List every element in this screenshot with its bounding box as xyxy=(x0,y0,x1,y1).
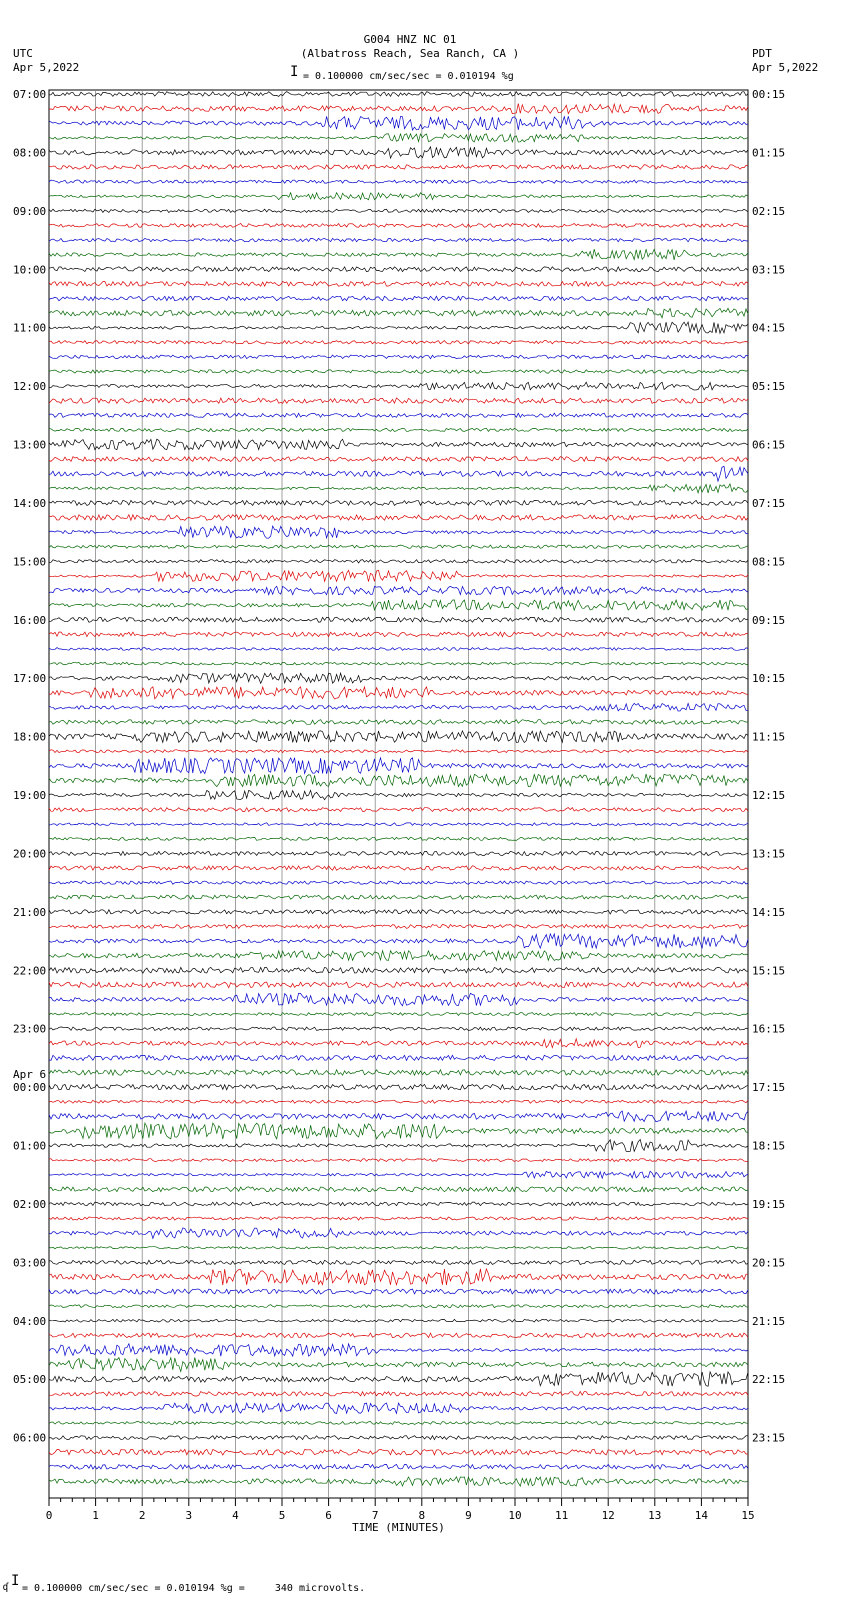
trace-line xyxy=(49,1436,748,1440)
utc-hour-label: 20:00 xyxy=(13,847,47,861)
trace-line xyxy=(49,322,748,333)
trace-line xyxy=(49,1247,748,1250)
trace-line xyxy=(49,866,748,870)
trace-line xyxy=(49,308,748,318)
x-axis-label: TIME (MINUTES) xyxy=(352,1521,445,1534)
scale-label: = 0.100000 cm/sec/sec = 0.010194 %g xyxy=(303,71,514,82)
trace-line xyxy=(49,774,748,787)
trace-line xyxy=(49,1228,748,1239)
trace-line xyxy=(49,570,748,581)
utc-hour-label: 05:00 xyxy=(13,1373,47,1387)
footer-scale-note: = 0.100000 cm/sec/sec = 0.010194 %g = 340 microvolts. xyxy=(22,1583,366,1594)
utc-hour-label: 08:00 xyxy=(13,146,47,160)
utc-hour-label: 23:00 xyxy=(13,1022,47,1036)
pdt-hour-label: 18:15 xyxy=(752,1139,786,1153)
trace-line xyxy=(49,1403,748,1414)
trace-line xyxy=(49,398,748,403)
footer-scale-bar-icon: I xyxy=(11,1573,20,1589)
utc-hour-label: 12:00 xyxy=(13,380,47,394)
utc-hour-label: 18:00 xyxy=(13,730,47,744)
trace-line xyxy=(49,1319,748,1322)
pdt-hour-label: 09:15 xyxy=(752,613,786,627)
left-timezone: UTC xyxy=(13,47,33,60)
trace-line xyxy=(49,1111,748,1122)
trace-line xyxy=(49,92,748,97)
x-tick-label: 13 xyxy=(648,1509,662,1522)
trace-line xyxy=(49,687,748,699)
pdt-hour-label: 02:15 xyxy=(752,204,786,218)
utc-hour-label: 01:00 xyxy=(13,1139,47,1153)
trace-line xyxy=(49,823,748,826)
trace-line xyxy=(49,296,748,301)
pdt-hour-label: 05:15 xyxy=(752,380,786,394)
trace-line xyxy=(49,382,748,390)
pdt-hour-label: 14:15 xyxy=(752,905,786,919)
utc-hour-label: 17:00 xyxy=(13,672,47,686)
utc-hour-label: 19:00 xyxy=(13,789,47,802)
utc-hour-label: 10:00 xyxy=(13,263,47,277)
trace-line xyxy=(49,1358,748,1372)
trace-line xyxy=(49,910,748,914)
trace-line xyxy=(49,484,748,493)
trace-line xyxy=(49,673,748,683)
utc-hour-label: 13:00 xyxy=(13,438,47,452)
utc-hour-label: 00:00 xyxy=(13,1081,47,1095)
trace-line xyxy=(49,341,748,344)
trace-line xyxy=(49,1055,748,1060)
trace-line xyxy=(49,1392,748,1397)
pdt-hour-label: 12:15 xyxy=(752,789,786,802)
trace-line xyxy=(49,1187,748,1192)
pdt-hour-label: 04:15 xyxy=(752,321,786,335)
pdt-hour-label: 07:15 xyxy=(752,496,786,510)
trace-line xyxy=(49,193,748,200)
trace-line xyxy=(49,993,748,1005)
trace-line xyxy=(49,428,748,431)
x-tick-label: 12 xyxy=(601,1509,615,1522)
pdt-hour-label: 20:15 xyxy=(752,1256,786,1270)
trace-line xyxy=(49,1333,748,1338)
utc-hour-label: 14:00 xyxy=(13,496,47,510)
x-tick-label: 11 xyxy=(554,1509,569,1522)
utc-hour-label: 03:00 xyxy=(13,1256,47,1270)
x-tick-label: 8 xyxy=(418,1509,426,1522)
trace-line xyxy=(49,586,748,594)
trace-line xyxy=(49,439,748,450)
trace-line xyxy=(49,1171,748,1178)
trace-line xyxy=(49,808,748,812)
trace-line xyxy=(49,1344,748,1357)
trace-line xyxy=(49,526,748,538)
trace-line xyxy=(49,116,748,130)
utc-hour-label: 11:00 xyxy=(13,321,47,335)
trace-line xyxy=(49,851,748,855)
pdt-hour-label: 21:15 xyxy=(752,1314,786,1328)
trace-line xyxy=(49,662,748,665)
pdt-hour-label: 17:15 xyxy=(752,1081,786,1095)
trace-line xyxy=(49,1070,748,1075)
right-timezone: PDT xyxy=(752,47,772,60)
x-tick-label: 1 xyxy=(92,1509,99,1522)
utc-hour-label: 02:00 xyxy=(13,1197,47,1211)
utc-date-label: Apr 6 xyxy=(13,1068,47,1082)
trace-line xyxy=(49,1269,748,1285)
trace-line xyxy=(49,134,748,142)
x-tick-label: 2 xyxy=(138,1509,146,1522)
trace-line xyxy=(49,1260,748,1264)
trace-line xyxy=(49,895,748,899)
trace-line xyxy=(49,758,748,774)
trace-line xyxy=(49,600,748,610)
trace-line xyxy=(49,515,748,521)
trace-line xyxy=(49,1372,748,1386)
trace-line xyxy=(49,881,748,884)
x-tick-label: 9 xyxy=(465,1509,472,1522)
chart-title: G004 HNZ NC 01 xyxy=(363,33,457,46)
trace-line xyxy=(49,720,748,725)
pdt-hour-label: 01:15 xyxy=(752,146,786,160)
pdt-hour-label: 08:15 xyxy=(752,555,786,569)
utc-hour-label: 07:00 xyxy=(13,88,47,101)
trace-line xyxy=(49,934,748,948)
x-tick-label: 3 xyxy=(185,1509,193,1522)
x-tick-label: 15 xyxy=(741,1509,755,1522)
utc-hour-label: 09:00 xyxy=(13,204,47,218)
pdt-hour-label: 15:15 xyxy=(752,964,786,978)
trace-line xyxy=(49,1013,748,1016)
trace-line xyxy=(49,703,748,711)
trace-line xyxy=(49,1422,748,1425)
station-location: (Albatross Reach, Sea Ranch, CA ) xyxy=(300,47,520,60)
x-tick-label: 10 xyxy=(508,1509,522,1522)
trace-line xyxy=(49,370,748,373)
trace-line xyxy=(49,648,748,651)
utc-hour-label: 04:00 xyxy=(13,1314,47,1328)
trace-line xyxy=(49,967,748,973)
trace-line xyxy=(49,1202,748,1206)
pdt-hour-label: 10:15 xyxy=(752,672,786,686)
trace-line xyxy=(49,750,748,753)
trace-line xyxy=(49,560,748,563)
trace-line xyxy=(49,355,748,359)
trace-line xyxy=(49,632,748,637)
pdt-hour-label: 16:15 xyxy=(752,1022,786,1036)
trace-line xyxy=(49,790,748,799)
trace-line xyxy=(49,457,748,462)
pdt-hour-label: 11:15 xyxy=(752,730,786,744)
trace-line xyxy=(49,545,748,548)
utc-hour-label: 06:00 xyxy=(13,1431,47,1445)
trace-line xyxy=(49,209,748,212)
trace-line xyxy=(49,1217,748,1220)
pdt-hour-label: 13:15 xyxy=(752,847,786,861)
pdt-hour-label: 03:15 xyxy=(752,263,786,277)
trace-line xyxy=(49,1449,748,1455)
trace-line xyxy=(49,837,748,840)
trace-line xyxy=(49,1100,748,1103)
trace-line xyxy=(49,1159,748,1162)
trace-line xyxy=(49,982,748,988)
x-tick-label: 5 xyxy=(278,1509,286,1522)
trace-line xyxy=(49,238,748,242)
trace-line xyxy=(49,1140,748,1152)
trace-line xyxy=(49,1289,748,1294)
trace-line xyxy=(49,1477,748,1486)
x-tick-label: 7 xyxy=(371,1509,379,1522)
scale-bar-icon: I xyxy=(290,64,299,80)
x-tick-label: 6 xyxy=(325,1509,332,1522)
x-tick-label: 14 xyxy=(694,1509,709,1522)
pdt-hour-label: 00:15 xyxy=(752,88,786,101)
trace-line xyxy=(49,224,748,228)
trace-line xyxy=(49,1464,748,1469)
trace-line xyxy=(49,180,748,183)
utc-hour-label: 16:00 xyxy=(13,613,47,627)
trace-line xyxy=(49,267,748,272)
pdt-hour-label: 06:15 xyxy=(752,438,786,452)
pdt-hour-label: 19:15 xyxy=(752,1197,786,1211)
trace-line xyxy=(49,500,748,505)
trace-line xyxy=(49,249,748,260)
utc-hour-label: 22:00 xyxy=(13,964,47,978)
left-date: Apr 5,2022 xyxy=(13,61,80,74)
footer-scale-icon: ʠ xyxy=(3,1582,10,1593)
trace-line xyxy=(49,104,748,114)
trace-line xyxy=(49,951,748,961)
trace-line xyxy=(49,413,748,417)
x-tick-label: 0 xyxy=(45,1509,53,1522)
utc-hour-label: 21:00 xyxy=(13,905,47,919)
trace-line xyxy=(49,924,748,928)
trace-line xyxy=(49,466,748,481)
trace-line xyxy=(49,1084,748,1089)
right-date: Apr 5,2022 xyxy=(752,61,819,74)
trace-line xyxy=(49,1039,748,1048)
trace-line xyxy=(49,165,748,170)
pdt-hour-label: 22:15 xyxy=(752,1373,786,1387)
trace-line xyxy=(49,617,748,622)
trace-line xyxy=(49,1027,748,1031)
x-tick-label: 4 xyxy=(232,1509,239,1522)
trace-line xyxy=(49,1123,748,1139)
pdt-hour-label: 23:15 xyxy=(752,1431,786,1445)
trace-line xyxy=(49,147,748,158)
trace-line xyxy=(49,282,748,287)
trace-line xyxy=(49,1305,748,1308)
trace-line xyxy=(49,731,748,743)
utc-hour-label: 15:00 xyxy=(13,555,47,569)
